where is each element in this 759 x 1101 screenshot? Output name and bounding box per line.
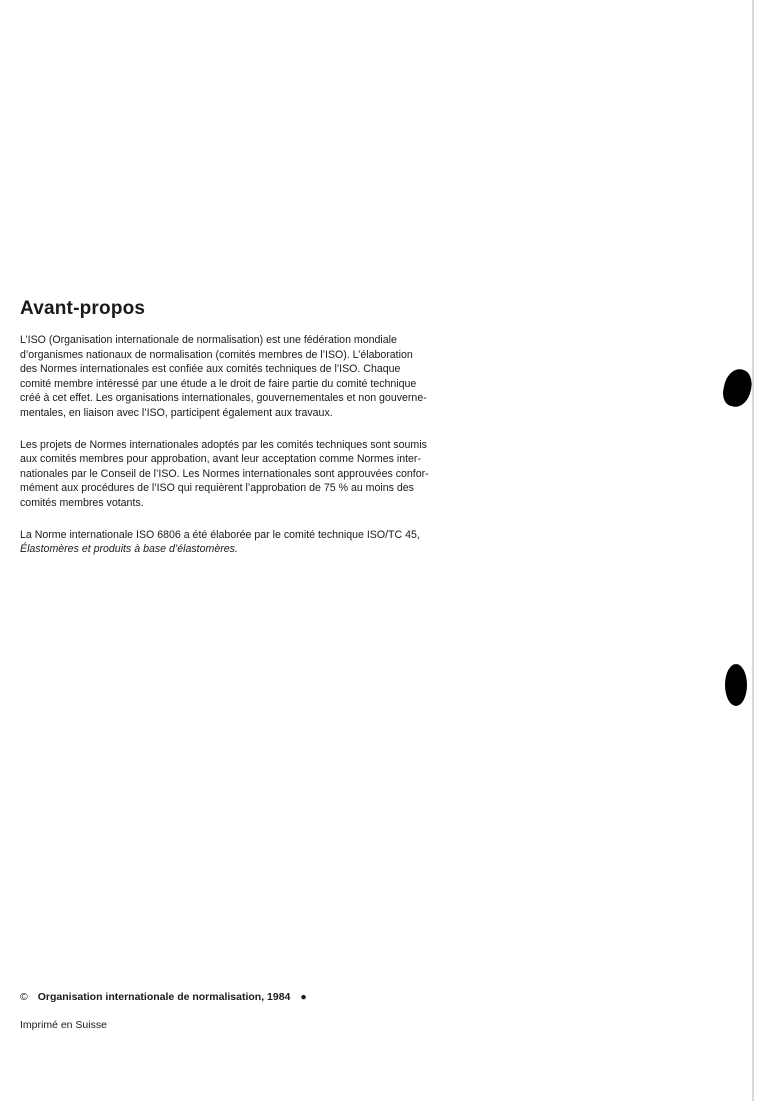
text-line: Les projets de Normes internationales adoptés par les comités techniques sont soumis bbox=[20, 438, 427, 451]
foreword-section bbox=[20, 298, 463, 574]
text-line: comités membres votants. bbox=[20, 496, 144, 509]
committee-title: Élastomères et produits à base d’élastomères. bbox=[20, 543, 238, 556]
text-line: des Normes internationales est confiée aux comités techniques de l’ISO. Chaque bbox=[20, 363, 401, 376]
printed-in: Imprimé en Suisse bbox=[20, 1019, 107, 1031]
text-line: mément aux procédures de l’ISO qui requièrent l’approbation de 75 % au moins des bbox=[20, 482, 414, 495]
text-line: mentales, en liaison avec l’ISO, participent également aux travaux. bbox=[20, 406, 333, 419]
section-title: Avant-propos bbox=[20, 298, 146, 319]
copyright-icon: © bbox=[20, 991, 28, 1003]
foreword-paragraph-1 bbox=[20, 333, 463, 421]
punch-hole-mark bbox=[725, 664, 747, 706]
text-line: nationales par le Conseil de l’ISO. Les Normes internationales sont approuvées confor- bbox=[20, 467, 429, 480]
text-line: La Norme internationale ISO 6806 a été élaborée par le comité technique ISO/TC 45, bbox=[20, 528, 420, 541]
bullet-icon: ● bbox=[300, 991, 307, 1003]
copyright-text: Organisation internationale de normalisation, 1984 bbox=[37, 991, 291, 1003]
text-line: aux comités membres pour approbation, avant leur acceptation comme Normes inter- bbox=[20, 453, 421, 466]
page-edge bbox=[752, 0, 754, 1101]
punch-hole-mark bbox=[720, 367, 754, 410]
text-line: d’organismes nationaux de normalisation (comités membres de l’ISO). L’élaboration bbox=[20, 348, 413, 361]
text-line: créé à cet effet. Les organisations internationales, gouvernementales et non gouverne- bbox=[20, 392, 427, 405]
text-line: L’ISO (Organisation internationale de normalisation) est une fédération mondiale bbox=[20, 334, 397, 346]
text-line: comité membre intéressé par une étude a le droit de faire partie du comité technique bbox=[20, 377, 417, 390]
copyright-line bbox=[20, 991, 307, 1003]
foreword-paragraph-3 bbox=[20, 528, 463, 557]
foreword-paragraph-2 bbox=[20, 438, 463, 511]
